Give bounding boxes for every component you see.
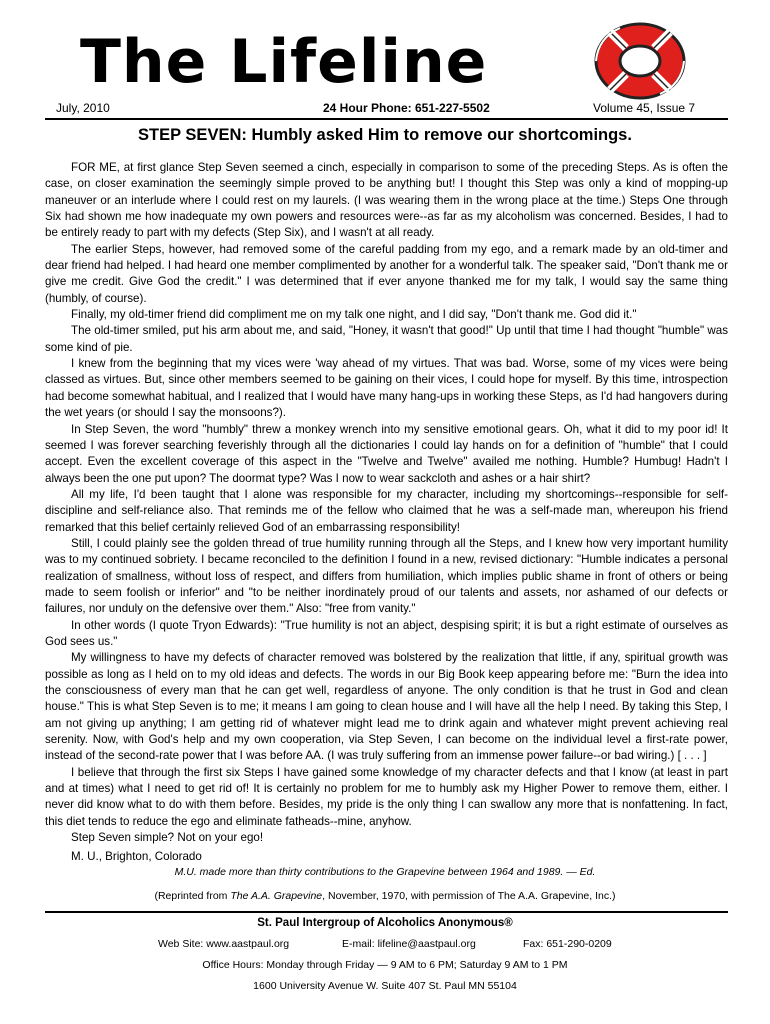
author-signature: M. U., Brighton, Colorado bbox=[71, 850, 202, 864]
article-title: STEP SEVEN: Humbly asked Him to remove our shortcomings. bbox=[138, 126, 632, 144]
email-link[interactable]: E-mail: lifeline@aastpaul.org bbox=[342, 938, 476, 950]
paragraph: FOR ME, at first glance Step Seven seemed a cinch, especially in comparison to some of the preceding Steps. As is often the case, on closer examination the seemingly simple proved to be anything but! I thought this Step was only a kind of mopping-up maneuver or an interlude where I could rest on my laurels. (I was wearing them in the wrong place at the time.) Steps One through Six had shown me how inadequate my own powers and resources were--as far as my alcoholism was concerned. Besides, I had to be entirely ready to part with my defects (Step Six), and I wasn't at all ready. bbox=[45, 161, 728, 240]
reprint-suffix: , November, 1970, with permission of The A.A. Grapevine, Inc.) bbox=[322, 890, 616, 902]
volume-issue: Volume 45, Issue 7 bbox=[593, 101, 696, 115]
paragraph: Still, I could plainly see the golden thread of true humility running through all the Steps, and I knew how very important humility was to my continued sobriety. I became reconciled to the definition I found in a new, revised dictionary: "Humble indicates a personal realization of smallness, without loss of respect, and differs from humiliation, which implies public shame in front of others or being made to seem foolish or inferior" and "to be neither inordinately proud of our talents and assets, nor ashamed of our defects or failures, nor unduly on the defensive over them." Also: "free from vanity." bbox=[45, 536, 728, 616]
paragraph: Step Seven simple? Not on your ego! bbox=[71, 831, 264, 845]
issue-date: July, 2010 bbox=[56, 101, 110, 115]
website-link[interactable]: Web Site: www.aastpaul.org bbox=[158, 938, 290, 950]
lifebuoy-icon bbox=[590, 18, 690, 104]
article-body bbox=[45, 160, 728, 866]
paragraph: The old-timer smiled, put his arm about me, and said, "Honey, it wasn't that good!" Up until that time I had thought "humble" was some kind of pie. bbox=[45, 324, 728, 354]
footer-rule bbox=[45, 911, 728, 913]
reprint-credit bbox=[0, 890, 770, 902]
paragraph: In Step Seven, the word "humbly" threw a monkey wrench into my sensitive emotional gears. Oh, what it did to my poor id! It seemed I was forever searching feverishly through all the dictionaries I could lay hands on for a definition of "humble" that I could accept. Even the excellent coverage of this aspect in the "Twelve and Twelve" availed me nothing. Humble? Humbug! Hadn't I always been the one put upon? The doormat type? Was I now to wear sackcloth and ashes or a hair shirt? bbox=[45, 422, 728, 485]
paragraph: My willingness to have my defects of character removed was bolstered by the realization that little, if any, spiritual growth was possible as long as I held on to my old ideas and defects. The words in our Big Book keep appearing before me: "Burn the idea into the consciousness of every man that he can get well, regardless of anyone. The only condition is that he trust in God and clean house." This is what Step Seven is to me; it means I am going to clean house and I will have all the help I need. By taking this Step, I am not giving up anything; I am getting rid of whatever might lead me to drink again and whatever might prevent achieving real serenity. Now, with God's help and my own cooperation, via Step Seven, I can become on the individual level a first-rate power, instead of the second-rate power that I was before AA. (I was truly suffering from an immense power failure--or bad wiring.) [ . . . ] bbox=[45, 651, 728, 763]
reprint-source: The A.A. Grapevine bbox=[230, 890, 323, 902]
paragraph: Finally, my old-timer friend did compliment me on my talk one night, and I did say, "Don't thank me. God did it." bbox=[71, 308, 637, 322]
org-name: St. Paul Intergroup of Alcoholics Anonymous® bbox=[257, 917, 513, 929]
header-rule bbox=[45, 118, 728, 120]
masthead-title: The Lifeline bbox=[80, 27, 488, 97]
fax-number: Fax: 651-290-0209 bbox=[523, 938, 612, 950]
office-address: 1600 University Avenue W. Suite 407 St. Paul MN 55104 bbox=[253, 980, 517, 992]
paragraph: I believe that through the first six Steps I have gained some knowledge of my character defects and that I know (at least in part and at times) what I need to get rid of! It is certainly no problem for me to humbly ask my Higher Power to remove them, either. I never did know what to do with them before. Besides, my pride is the only thing I can swallow any more that is nonfattening. In fact, this diet tends to reduce the ego and eliminate fatheads--mine, anyhow. bbox=[45, 765, 728, 828]
hotline-phone: 24 Hour Phone: 651-227-5502 bbox=[323, 101, 490, 115]
office-hours: Office Hours: Monday through Friday — 9 AM to 6 PM; Saturday 9 AM to 1 PM bbox=[202, 959, 568, 971]
paragraph: All my life, I'd been taught that I alone was responsible for my character, including my shortcomings--responsible for self-discipline and self-reliance also. That reminds me of the fellow who claimed that he was a self-made man, whereupon his friend remarked that this belief certainly relieved God of an embarrassing responsibility! bbox=[45, 487, 728, 534]
reprint-prefix: (Reprinted from bbox=[154, 890, 231, 902]
editor-note: M.U. made more than thirty contributions to the Grapevine between 1964 and 1989. — Ed. bbox=[174, 866, 596, 878]
paragraph: I knew from the beginning that my vices were 'way ahead of my virtues. That was bad. Worse, some of my vices were being classed as virtues. But, since other members seemed to be gaining on their vices, I could hope for myself. By this time, introspection had become somewhat habitual, and I realized that I would have many hang-ups in working these Steps, as I'd had hangovers during the wet years (or should I say the monsoons?). bbox=[45, 357, 728, 420]
paragraph: In other words (I quote Tryon Edwards): "True humility is not an abject, despising spirit; it is but a right estimate of ourselves as God sees us." bbox=[45, 618, 728, 648]
paragraph: The earlier Steps, however, had removed some of the careful padding from my ego, and a remark made by an old-timer and dear friend had helped. I had heard one member complimented by another for a wonderful talk. The speaker said, "Don't thank me or give me credit. Give God the credit." I was determined that if ever anyone thanked me for my talk, I would say the same thing (humbly, of course). bbox=[45, 242, 728, 305]
